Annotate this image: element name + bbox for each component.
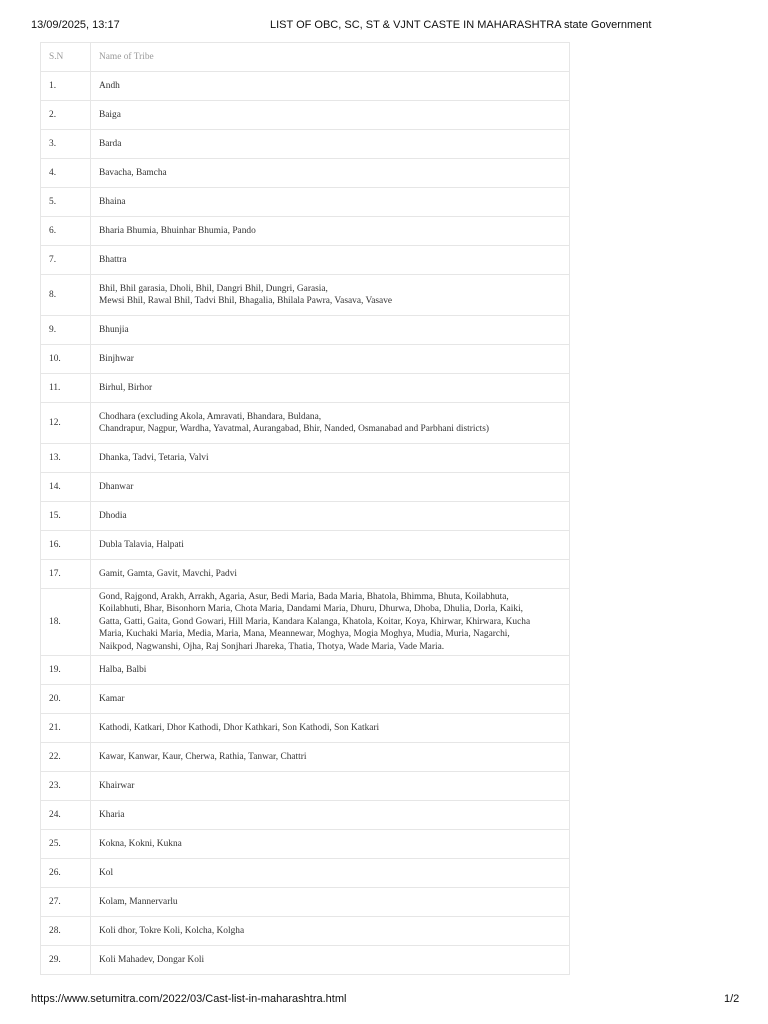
row-tribe-name: Bhattra bbox=[91, 246, 570, 275]
footer-url: https://www.setumitra.com/2022/03/Cast-list-in-maharashtra.html bbox=[31, 993, 347, 1005]
row-tribe-name: Kolam, Mannervarlu bbox=[91, 888, 570, 917]
row-tribe-name: Bhil, Bhil garasia, Dholi, Bhil, Dangri Bhil, Dungri, Garasia, Mewsi Bhil, Rawal Bhil, Tadvi Bhil, Bhagalia, Bhilala Pawra, Vasava, Vasave bbox=[91, 275, 570, 316]
row-tribe-name: Dubla Talavia, Halpati bbox=[91, 531, 570, 560]
table-row bbox=[41, 859, 570, 888]
table-row bbox=[41, 801, 570, 830]
table-row bbox=[41, 473, 570, 502]
table-row bbox=[41, 888, 570, 917]
table-row bbox=[41, 656, 570, 685]
table-row bbox=[41, 246, 570, 275]
row-serial-number: 25. bbox=[41, 830, 91, 859]
table-header-row bbox=[41, 43, 570, 72]
row-serial-number: 26. bbox=[41, 859, 91, 888]
row-tribe-name: Barda bbox=[91, 130, 570, 159]
row-tribe-name: Bavacha, Bamcha bbox=[91, 159, 570, 188]
table-row bbox=[41, 743, 570, 772]
row-tribe-name: Kokna, Kokni, Kukna bbox=[91, 830, 570, 859]
row-tribe-name: Dhanka, Tadvi, Tetaria, Valvi bbox=[91, 444, 570, 473]
column-header-sn: S.N bbox=[41, 43, 91, 72]
page-title: LIST OF OBC, SC, ST & VJNT CASTE IN MAHARASHTRA state Government bbox=[270, 19, 652, 31]
table-row bbox=[41, 714, 570, 743]
table-row bbox=[41, 917, 570, 946]
page-number: 1/2 bbox=[724, 993, 740, 1005]
table-row bbox=[41, 217, 570, 246]
table-row bbox=[41, 188, 570, 217]
table-row bbox=[41, 502, 570, 531]
row-serial-number: 5. bbox=[41, 188, 91, 217]
column-header-name: Name of Tribe bbox=[91, 43, 570, 72]
table-row bbox=[41, 560, 570, 589]
row-tribe-name: Baiga bbox=[91, 101, 570, 130]
table-row bbox=[41, 531, 570, 560]
row-tribe-name: Kamar bbox=[91, 685, 570, 714]
row-tribe-name: Dhanwar bbox=[91, 473, 570, 502]
row-tribe-name: Bharia Bhumia, Bhuinhar Bhumia, Pando bbox=[91, 217, 570, 246]
row-serial-number: 1. bbox=[41, 72, 91, 101]
table-row bbox=[41, 946, 570, 975]
row-tribe-name: Binjhwar bbox=[91, 345, 570, 374]
row-tribe-name: Kawar, Kanwar, Kaur, Cherwa, Rathia, Tanwar, Chattri bbox=[91, 743, 570, 772]
row-serial-number: 29. bbox=[41, 946, 91, 975]
table-row bbox=[41, 685, 570, 714]
row-serial-number: 10. bbox=[41, 345, 91, 374]
row-tribe-name: Chodhara (excluding Akola, Amravati, Bhandara, Buldana, Chandrapur, Nagpur, Wardha, Yavatmal, Aurangabad, Bhir, Nanded, Osmanabad and Parbhani districts) bbox=[91, 403, 570, 444]
row-tribe-name: Bhunjia bbox=[91, 316, 570, 345]
row-serial-number: 4. bbox=[41, 159, 91, 188]
row-serial-number: 8. bbox=[41, 275, 91, 316]
row-serial-number: 15. bbox=[41, 502, 91, 531]
row-tribe-name: Kol bbox=[91, 859, 570, 888]
row-serial-number: 11. bbox=[41, 374, 91, 403]
row-tribe-name: Gond, Rajgond, Arakh, Arrakh, Agaria, Asur, Bedi Maria, Bada Maria, Bhatola, Bhimma, Bhuta, Koilabhuta, Koilabhuti, Bhar, Bisonhorn Maria, Chota Maria, Dandami Maria, Dhuru, Dhurwa, Dhoba, Dhulia, Dorla, Kaiki, Gatta, Gatti, Gaita, Gond Gowari, Hill Maria, Kandara Kalanga, Khatola, Koitar, Koya, Khirwar, Khirwara, Kucha Maria, Kuchaki Maria, Media, Maria, Mana, Meannewar, Moghya, Mogia Moghya, Mudia, Muria, Nagarchi, Naikpod, Nagwanshi, Ojha, Raj Sonjhari Jhareka, Thatia, Thotya, Wade Maria, Vade Maria. bbox=[91, 589, 570, 656]
table-row bbox=[41, 345, 570, 374]
row-tribe-name: Birhul, Birhor bbox=[91, 374, 570, 403]
row-tribe-name: Dhodia bbox=[91, 502, 570, 531]
row-tribe-name: Koli dhor, Tokre Koli, Kolcha, Kolgha bbox=[91, 917, 570, 946]
row-serial-number: 12. bbox=[41, 403, 91, 444]
table-row bbox=[41, 444, 570, 473]
table-row bbox=[41, 159, 570, 188]
row-serial-number: 16. bbox=[41, 531, 91, 560]
table-row bbox=[41, 72, 570, 101]
row-serial-number: 21. bbox=[41, 714, 91, 743]
row-serial-number: 18. bbox=[41, 589, 91, 656]
row-serial-number: 23. bbox=[41, 772, 91, 801]
row-serial-number: 7. bbox=[41, 246, 91, 275]
row-serial-number: 9. bbox=[41, 316, 91, 345]
row-serial-number: 20. bbox=[41, 685, 91, 714]
row-tribe-name: Bhaina bbox=[91, 188, 570, 217]
row-serial-number: 3. bbox=[41, 130, 91, 159]
table-row bbox=[41, 374, 570, 403]
row-tribe-name: Gamit, Gamta, Gavit, Mavchi, Padvi bbox=[91, 560, 570, 589]
row-serial-number: 24. bbox=[41, 801, 91, 830]
row-tribe-name: Halba, Balbi bbox=[91, 656, 570, 685]
table-row bbox=[41, 772, 570, 801]
row-serial-number: 19. bbox=[41, 656, 91, 685]
row-tribe-name: Kharia bbox=[91, 801, 570, 830]
table-row bbox=[41, 130, 570, 159]
row-tribe-name: Koli Mahadev, Dongar Koli bbox=[91, 946, 570, 975]
row-tribe-name: Khairwar bbox=[91, 772, 570, 801]
table-body bbox=[41, 72, 570, 975]
row-serial-number: 27. bbox=[41, 888, 91, 917]
row-serial-number: 6. bbox=[41, 217, 91, 246]
table-row bbox=[41, 589, 570, 656]
table-row bbox=[41, 830, 570, 859]
row-serial-number: 13. bbox=[41, 444, 91, 473]
row-tribe-name: Kathodi, Katkari, Dhor Kathodi, Dhor Kathkari, Son Kathodi, Son Katkari bbox=[91, 714, 570, 743]
row-tribe-name: Andh bbox=[91, 72, 570, 101]
print-datetime: 13/09/2025, 13:17 bbox=[31, 19, 120, 31]
table-row bbox=[41, 403, 570, 444]
row-serial-number: 28. bbox=[41, 917, 91, 946]
table-row bbox=[41, 101, 570, 130]
table-row bbox=[41, 275, 570, 316]
table-row bbox=[41, 316, 570, 345]
row-serial-number: 17. bbox=[41, 560, 91, 589]
row-serial-number: 22. bbox=[41, 743, 91, 772]
tribe-table bbox=[40, 42, 570, 975]
row-serial-number: 2. bbox=[41, 101, 91, 130]
row-serial-number: 14. bbox=[41, 473, 91, 502]
